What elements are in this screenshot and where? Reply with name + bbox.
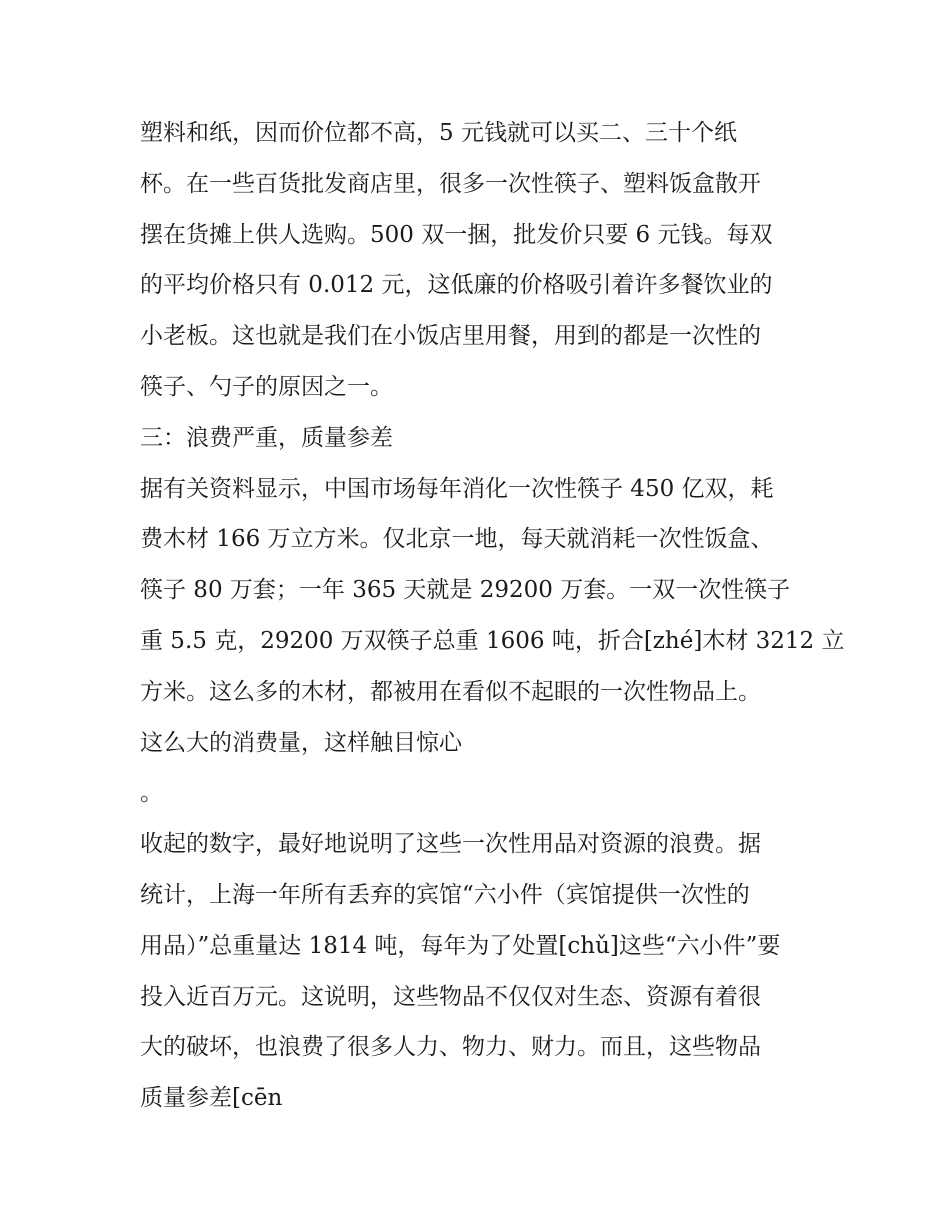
text-line: 塑料和纸，因而价位都不高，5 元钱就可以买二、三十个纸 [140, 120, 737, 146]
text-line: 筷子 80 万套；一年 365 天就是 29200 万套。一双一次性筷子 [140, 577, 791, 604]
text-line: 小老板。这也就是我们在小饭店里用餐，用到的都是一次性的 [140, 323, 761, 350]
text-line: 据有关资料显示，中国市场每年消化一次性筷子 450 亿双，耗 [140, 475, 774, 502]
text-line: 摆在货摊上供人选购。500 双一捆，批发价只要 6 元钱。每双 [140, 221, 773, 248]
text-line: 这么大的消费量，这样触目惊心 [140, 729, 462, 756]
text-line: 用品）”总重量达 1814 吨，每年为了处置[chǔ]这些“六小件”要 [140, 932, 781, 959]
text-line: 统计，上海一年所有丢弃的宾馆“六小件（宾馆提供一次性的 [140, 881, 750, 908]
text-line: 投入近百万元。这说明，这些物品不仅仅对生态、资源有着很 [140, 983, 761, 1010]
text-line: 的平均价格只有 0.012 元，这低廉的价格吸引着许多餐饮业的 [140, 272, 773, 299]
text-line: 杯。在一些百货批发商店里，很多一次性筷子、塑料饭盒散开 [140, 170, 761, 197]
section-heading: 三：浪费严重，质量参差 [140, 424, 393, 451]
text-line: 大的破坏，也浪费了很多人力、物力、财力。而且，这些物品 [140, 1034, 761, 1061]
text-line: 费木材 166 万立方米。仅北京一地，每天就消耗一次性饭盒、 [140, 526, 774, 553]
text-line: 。 [140, 780, 163, 807]
text-line: 重 5.5 克，29200 万双筷子总重 1606 吨，折合[zhé]木材 3212 立 [140, 627, 845, 654]
body-text [140, 108, 845, 1124]
text-line: 质量参差[cēn [140, 1085, 283, 1112]
text-line: 方米。这么多的木材，都被用在看似不起眼的一次性物品上。 [140, 678, 761, 705]
text-line: 收起的数字，最好地说明了这些一次性用品对资源的浪费。据 [140, 831, 761, 858]
text-line: 筷子、勺子的原因之一。 [140, 373, 393, 400]
